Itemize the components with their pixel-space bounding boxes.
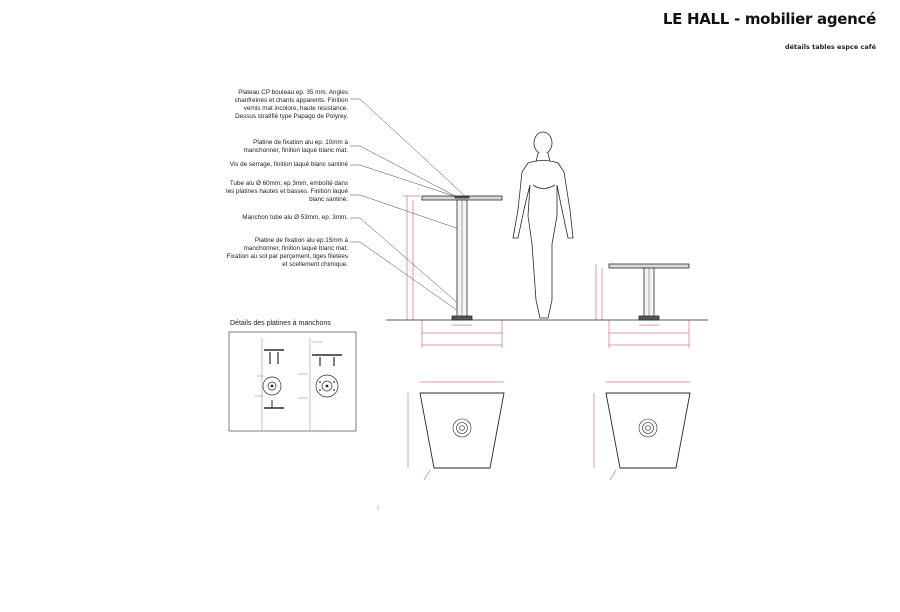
page-title: LE HALL - mobilier agencé (662, 10, 876, 28)
detail-title: Détails des platines à manchons (230, 320, 331, 327)
table-elevation-high (422, 196, 502, 320)
table-low-dimensions (596, 264, 689, 348)
human-figure-icon (513, 132, 573, 318)
table-plan-view-right (594, 382, 690, 480)
annotation-vis: Vis de serrage, finition laqué blanc santiné (229, 161, 348, 168)
detail-panel (229, 332, 356, 431)
annotation-platine-haute: Platine de fixation alu ep. 10mm à manchonner, finition laqué blanc mat. (243, 139, 348, 154)
annotation-plateau: Plateau CP bouleau ep. 35 mm. Angles chanfreinés et chants apparents. Finition vernis mat incolore, haute résistance. Dessus stratifié type Papago de Polyrey. (234, 89, 348, 120)
page-subtitle: détails tables espce café (785, 43, 876, 51)
annotation-platine-basse: Platine de fixation alu ep.15mm à manchonner, finition laqué blanc mat. Fixation au sol par perçement, tiges filetées et scellement chimique. (226, 237, 348, 268)
annotation-tube: Tube alu Ø 60mm, ep 3mm, emboîté dans les platines hautes et basses. Finition laqué blanc santiné. (226, 180, 348, 203)
table-elevation-low (609, 264, 689, 320)
leader-lines (350, 99, 468, 318)
table-high-dimensions (403, 196, 502, 348)
annotation-manchon: Manchon tube alu Ø 53mm, ep. 3mm. (242, 214, 348, 221)
table-plan-view-left (408, 382, 504, 480)
